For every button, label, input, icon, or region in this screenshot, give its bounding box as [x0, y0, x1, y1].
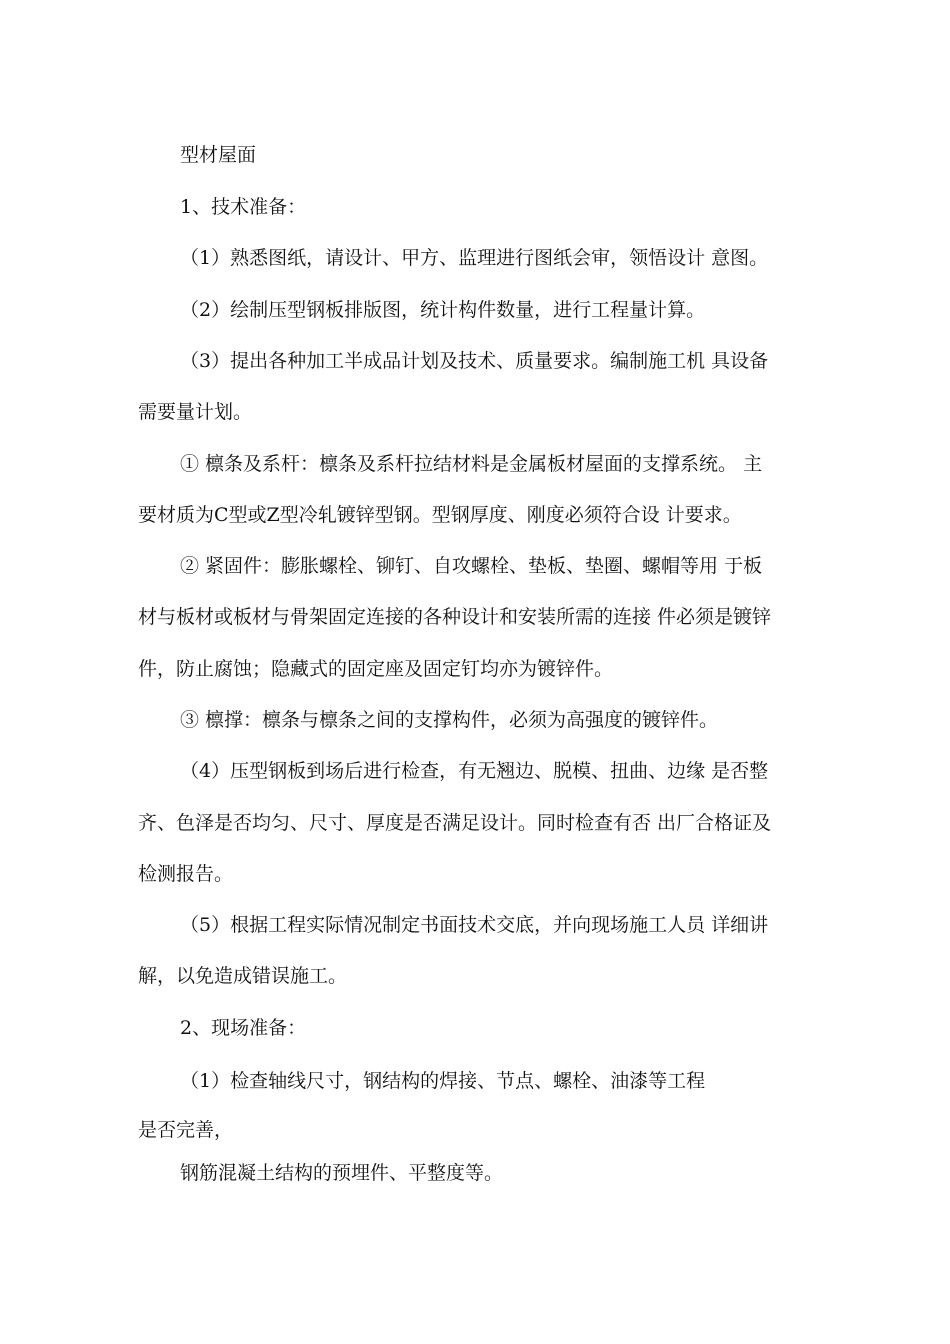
paragraph-line: 件，防止腐蚀；隐藏式的固定座及固定钉均亦为镀锌件。: [138, 658, 614, 680]
heading-technical-preparation: 1、技术准备：: [180, 196, 307, 218]
paragraph-line: （2）绘制压型钢板排版图，统计构件数量，进行工程量计算。: [180, 299, 706, 321]
paragraph-line: （5）根据工程实际情况制定书面技术交底，并向现场施工人员 详细讲: [180, 914, 769, 936]
paragraph-line: （1）熟悉图纸，请设计、甲方、监理进行图纸会审，领悟设计 意图。: [180, 247, 769, 269]
paragraph-line: 解，以免造成错误施工。: [138, 965, 348, 987]
paragraph-line: 钢筋混凝土结构的预埋件、平整度等。: [180, 1162, 504, 1184]
paragraph-line: 要材质为C型或Z型冷轧镀锌型钢。型钢厚度、刚度必须符合设 计要求。: [138, 504, 742, 526]
paragraph-line: 需要量计划。: [138, 401, 253, 423]
paragraph-line: 齐、色泽是否均匀、尺寸、厚度是否满足设计。同时检查有否 出厂合格证及: [138, 812, 772, 834]
paragraph-line: 材与板材或板材与骨架固定连接的各种设计和安装所需的连接 件必须是镀锌: [138, 606, 772, 628]
paragraph-line: ③ 檩撑：檩条与檩条之间的支撑构件，必须为高强度的镀锌件。: [180, 709, 719, 731]
paragraph-line: ① 檩条及系杆：檩条及系杆拉结材料是金属板材屋面的支撑系统。 主: [180, 453, 763, 475]
paragraph-line: 是否完善，: [138, 1119, 234, 1141]
paragraph-line: ② 紧固件：膨胀螺栓、铆钉、自攻螺栓、垫板、垫圈、螺帽等用 于板: [180, 555, 763, 577]
paragraph-line: （3）提出各种加工半成品计划及技术、质量要求。编制施工机 具设备: [180, 350, 769, 372]
paragraph-line: 检测报告。: [138, 863, 234, 885]
paragraph-line: （4）压型钢板到场后进行检查，有无翘边、脱模、扭曲、边缘 是否整: [180, 760, 769, 782]
paragraph-line: （1）检查轴线尺寸，钢结构的焊接、节点、螺栓、油漆等工程: [180, 1070, 706, 1092]
section-title: 型材屋面: [180, 144, 257, 166]
heading-site-preparation: 2、现场准备：: [180, 1017, 307, 1039]
